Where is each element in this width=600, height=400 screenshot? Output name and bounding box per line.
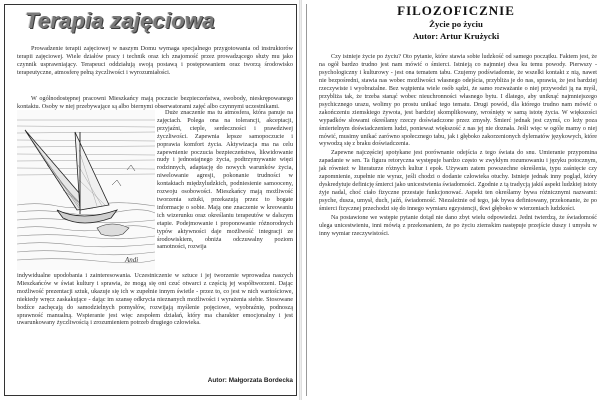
right-article-body — [319, 54, 597, 240]
left-page-title: Terapia zajęciowa — [25, 8, 215, 33]
left-intro-paragraph: Prowadzenie terapii zajęciowej w naszym Domu wymaga specjalnego przygotowania od instruktorów terapii zajęciowej. Wiele działów pracy i technik oraz ich znajomość przez prowadzącego służy mu jako czynnik usprawniający. Terapeuci oddziałują swoją postawą i postępowaniem oraz tworzą środowisko terapeutyczne, atmosferę pełną życzliwości i wyrozumiałości. — [17, 45, 293, 76]
right-page-title: FILOZOFICZNIE — [397, 3, 515, 18]
left-bottom-block — [17, 272, 293, 327]
left-author: Autor: Małgorzata Bordecka — [207, 377, 293, 384]
right-paragraph-2: Zapewne najczęściej spotykane jest porównanie odejścia z tego świata do snu. Umieranie przypomina zapadanie w sen. Ta figura retoryczna występuje bardzo często w zwykłym rozumowaniu i języku potocznym, jak również w literaturze różnych kultur i epok. Używam zatem powszechne określenia, typu zaśnięcie czy zapomnienie, zupełnie nie wyraz, jeśli chodzi o dodanie człowieka otuchy. Istnieje jednak inny pogląd, który dyskredytuje definicję śmierci jako unicestwienia świadomości. Zgodnie z tą tradycją jakiś aspekt ludzkiej istoty żyje nadal, choć ciało fizyczne przestaje funkcjonować. Aspekt ten określamy bywa różnicznymi nazwami: psyche, dusza, umysł, duch, jaźń, świadomość. Niezależnie od tego, jak bywa definiowany, przekonanie, że po śmierci fizycznej przechodzi się do innego wymiaru egzystencji, tkwi głęboko w wierzeniach ludzkości. — [319, 150, 597, 213]
left-narrow-paragraph: Duże znaczenie ma tu atmosfera, która panuje na zajęciach. Polega ona na tolerancji, akceptacji, przyjaźni, cieple, serdeczności i prawdziwej życzliwości. Zapewnia lepsze samopoczucie i poprawia komfort życia. Aktywizacja ma na celu zapewnienie poczucia bezpieczeństwa, likwidowanie nudy i jednostajnego życia, podtrzymywanie więzi rodzinnych, adaptację do nowych warunków życia, niwelowanie agresji, pokonanie trudności w kontaktach międzyludzkich, podniesienie samooceny, rozwoju osobowości. Mieszkańcy mają możliwość tworzenia sztuki, przekazują przez to bogate informacje o sobie. Mają one znaczenie w kreowaniu ich wizerunku oraz określaniu terapeutów w dalszym etapie. Podejmowanie i proponowanie różnorodnych typów aktywności daje możliwość integracji ze środowiskiem, obniża odczuwalny poziom samotności, rozwija — [157, 109, 293, 251]
boat-sketch-icon — [17, 110, 155, 270]
right-paragraph-3: Na postawione we wstępie pytanie dotąd nie dano zbyt wielu odpowiedzi. Jedni twierdzą, że świadomość ulega unicestwieniu, inni mówią z przekonaniem, że po życiu ziemskim następuje przejście duszy i umysłu w inny wymiar rzeczywistości. — [319, 215, 597, 237]
left-bottom-paragraph: indywidualne upodobania i zainteresowania. Uczestniczenie w sztuce i jej tworzenie wprowadza naszych Mieszkańców w świat kultury i sprawia, że mogą się oni czuć otwarci z częścią jej współtworzeni. Dając możliwość prezentacji sztuk, ukazuje się ich w zupełnie innym świetle - przez to, co jest w nich wartościowe, niekiedy wręcz zaskakujące - dając im szansę odkrycia nieznanych możliwości i wyrażenia siebie. Stosowane bodźce zachęcają do samodzielnych pomysłów, rozwijają myślenie pojęciowe, wyobraźnię, podnoszą sprawność manualną. Wspieranie jest więc zespołem działań, który ma charakter emocjonalny i jest uwarunkowany życzliwością i zrozumieniem potrzeb drugiego człowieka. — [17, 272, 293, 327]
left-intro — [17, 45, 293, 78]
right-page — [302, 0, 600, 400]
right-paragraph-1: Czy istnieje życie po życiu? Oto pytanie, które stawia sobie ludzkość od samego początku. Faktem jest, że na ogół bardzo trudno jest nam mówić o śmierci. Istnieją co najmniej dwa ku temu powody. Pierwszy - psychologiczny i kulturowy - jest ona tematem tabu. Czujemy podświadomie, że wszelki kontakt z nią, nawet nie bezpośredni, stawia nas wobec możliwości własnego odejścia, przybliża je do nas, sprawia, że jest bardziej rzeczywiste i wyobrażalne. Bez wątpienia wiele osób sądzi, że samo rozważanie o niej przywodzi ją na myśl, przybliża tak, że trzeba stanąć wobec nieuchronności własnego bytu. I dlatego, aby uniknąć najmniejszego psychicznego urazu, wolimy po prostu unikać tego tematu. Drugi powód, dla którego trudno nam mówić o zakończeniu ziemskiego żywota, jest bardziej skomplikowany, wrośnięty w samą istotę życia. W większości wypadków słowami określamy rzeczy doświadczone przez zmysły. Śmierć jednak jest czymś, co leży poza śmiertelnym doświadczeniem ludzi, ponieważ większość z nas jej nie doznała. Jeśli więc w ogóle mamy o niej mówić, musimy unikać zarówno społecznego tabu, jak i głęboko zakorzenionych dylematów językowych, które wywodzą się z braku doświadczenia. — [319, 54, 597, 148]
right-page-author: Autor: Artur Krużycki — [412, 31, 500, 41]
left-top-paragraph: W ogólnodostępnej pracowni Mieszkańcy mają poczucie bezpieczeństwa, swobody, nieskrępowanego kontaktu. Osoby w niej przebywające są albo biernymi obserwatorami zajęć albo czynnymi uczestnikami. — [17, 95, 293, 110]
right-page-subtitle: Życie po życiu — [429, 19, 483, 29]
right-page-frame — [306, 4, 596, 396]
left-narrow-column — [157, 109, 293, 251]
svg-text:Andi: Andi — [125, 256, 139, 264]
left-page-frame — [4, 4, 297, 396]
